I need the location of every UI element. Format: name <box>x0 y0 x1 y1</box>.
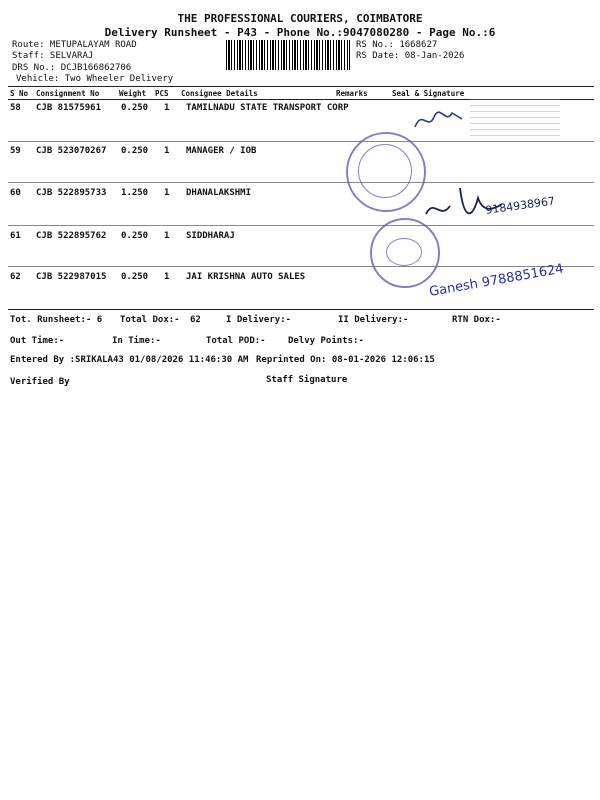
col-header-pcs: PCS <box>155 89 169 98</box>
handwritten-phone: 9184938967 <box>484 194 556 217</box>
entered-by: Entered By :SRIKALA43 01/08/2026 11:46:30 AM <box>10 355 249 365</box>
round-seal-iob <box>346 132 426 212</box>
faded-stamp <box>470 96 560 136</box>
total-dox-value: 62 <box>190 315 201 325</box>
cell-consignment: CJB 81575961 <box>36 103 102 113</box>
cell-consignee: MANAGER / IOB <box>186 146 257 156</box>
company-title: THE PROFESSIONAL COURIERS, COIMBATORE <box>177 12 423 25</box>
handwritten-name-phone: Ganesh 9788851624 <box>428 261 565 300</box>
cell-sno: 59 <box>10 146 21 156</box>
cell-consignee: DHANALAKSHMI <box>186 188 252 198</box>
col-header-sno: S No <box>10 89 29 98</box>
cell-sno: 61 <box>10 231 21 241</box>
col-header-remarks: Remarks <box>336 89 368 98</box>
reprinted-on: Reprinted On: 08-01-2026 12:06:15 <box>256 355 435 365</box>
in-time: In Time:- <box>112 336 161 346</box>
ii-delivery: II Delivery:- <box>338 315 409 325</box>
cell-consignment: CJB 522987015 <box>36 272 107 282</box>
verified-by: Verified By <box>10 377 70 387</box>
signature-row3 <box>420 180 590 225</box>
total-pod: Total POD:- <box>206 336 266 346</box>
col-header-consignment: Consignment No <box>36 89 100 98</box>
cell-consignment: CJB 522895762 <box>36 231 107 241</box>
table-top-rule <box>8 86 594 87</box>
col-header-consignee: Consignee Details <box>181 89 258 98</box>
out-time: Out Time:- <box>10 336 65 346</box>
cell-pcs: 1 <box>164 103 170 113</box>
cell-consignee: TAMILNADU STATE TRANSPORT CORP <box>186 103 349 113</box>
drs-number: DRS No.: DCJB166862706 <box>12 63 132 73</box>
cell-sno: 60 <box>10 188 21 198</box>
cell-consignment: CJB 522895733 <box>36 188 107 198</box>
cell-sno: 62 <box>10 272 21 282</box>
row-divider <box>8 225 594 226</box>
cell-weight: 0.250 <box>121 103 149 113</box>
total-runsheet: Tot. Runsheet:- 6 <box>10 315 103 325</box>
delivery-points: Delvy Points:- <box>288 336 364 346</box>
rtn-dox: RTN Dox:- <box>452 315 501 325</box>
rs-date: RS Date: 08-Jan-2026 <box>356 51 465 61</box>
rs-number: RS No.: 1668627 <box>356 40 438 50</box>
cell-weight: 0.250 <box>121 146 149 156</box>
cell-weight: 0.250 <box>121 272 149 282</box>
cell-sno: 58 <box>10 103 21 113</box>
cell-pcs: 1 <box>164 146 170 156</box>
col-header-seal: Seal & Signature <box>392 89 465 98</box>
cell-consignee: JAI KRISHNA AUTO SALES <box>186 272 306 282</box>
total-dox-label: Total Dox:- <box>120 315 180 325</box>
barcode <box>226 40 350 70</box>
signature-row5 <box>428 262 568 312</box>
cell-consignment: CJB 523070267 <box>36 146 107 156</box>
i-delivery: I Delivery:- <box>226 315 292 325</box>
cell-weight: 1.250 <box>121 188 149 198</box>
cell-pcs: 1 <box>164 272 170 282</box>
col-header-weight: Weight <box>119 89 147 98</box>
vehicle-label: Vehicle: Two Wheeler Delivery <box>16 74 174 84</box>
route-label: Route: METUPALAYAM ROAD <box>12 40 137 50</box>
row-divider <box>8 141 594 142</box>
signature-row1 <box>410 105 470 135</box>
staff-signature: Staff Signature <box>266 375 348 385</box>
cell-pcs: 1 <box>164 188 170 198</box>
cell-pcs: 1 <box>164 231 170 241</box>
cell-consignee: SIDDHARAJ <box>186 231 235 241</box>
cell-weight: 0.250 <box>121 231 149 241</box>
staff-label: Staff: SELVARAJ <box>12 51 94 61</box>
runsheet-title: Delivery Runsheet - P43 - Phone No.:9047080280 - Page No.:6 <box>104 26 496 39</box>
